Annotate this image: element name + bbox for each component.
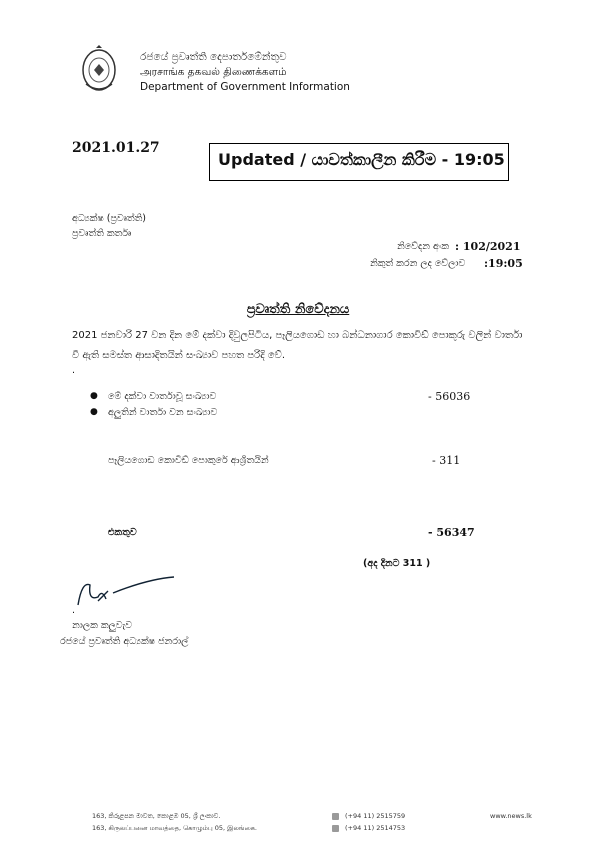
- fax-icon: [332, 825, 339, 832]
- total-value: - 56347: [428, 526, 475, 539]
- addressee-line-2: ප්‍රවෘත්ති කර්තෘ: [72, 228, 132, 239]
- signatory-title: රජයේ ප්‍රවෘත්ති අධ්‍යක්ෂ ජනරාල්: [60, 636, 189, 647]
- dept-name-tamil: அரசாங்க தகவல் திணைக்களம்: [140, 66, 287, 78]
- item-reported-value: - 56036: [428, 390, 471, 403]
- phone-icon: [332, 813, 339, 820]
- today-note: (අද දිනට 311 ): [363, 558, 431, 569]
- release-date: 2021.01.27: [72, 140, 160, 156]
- item-reported-label: මේ දක්වා වාර්තාවූ සංඛ්‍යාව: [108, 391, 217, 402]
- sub-item-value: - 311: [432, 454, 461, 467]
- signatory-name: නාලක කලුවැව: [72, 620, 133, 631]
- update-label: Updated / යාවත්කාලීන කිරීම - 19:05: [218, 150, 505, 169]
- dept-name-sinhala: රජයේ ප්‍රවෘත්ති දෙපාර්තමේන්තුව: [140, 51, 287, 63]
- footer-address-tamil: 163, கிருலப்பனை மாவத்தை, கொழும்பு 05, இலங்கை.: [92, 824, 257, 832]
- stray-dot-2: .: [72, 605, 76, 616]
- bullet-icon: ●: [90, 391, 98, 401]
- emblem-icon: [80, 44, 118, 94]
- sub-item-label: පෑලියගොඩ කොවිඩ් පොකුරේ ආශ්‍රිතයින්: [108, 455, 269, 466]
- stray-dot: .: [72, 365, 76, 376]
- footer-fax: (+94 11) 2514753: [345, 824, 406, 832]
- item-new-label: අලුතින් වාර්තා වන සංඛ්‍යාව: [108, 407, 218, 418]
- release-no-label: නිවේදන අංක: [397, 241, 449, 252]
- total-label: එකතුව: [108, 527, 137, 538]
- bullet-icon: ●: [90, 407, 98, 417]
- footer-website: www.news.lk: [490, 812, 532, 820]
- footer-address-sinhala: 163, කිරුළපන මාවත, කොළඹ 05, ශ්‍රී ලංකාව.: [92, 812, 221, 820]
- dept-name-english: Department of Government Information: [140, 81, 350, 93]
- release-no-value: : 102/2021: [455, 240, 521, 253]
- addressee-line-1: අධ්‍යක්ෂ (ප්‍රවෘත්ති): [72, 213, 147, 224]
- intro-paragraph: 2021 ජනවාරි 27 වන දින මේ දක්වා දිවුලපිටිය, පෑලියගොඩ හා බන්ධනාගාර කොවිඩ් පොකුරු වලින් වාර්තා වී ඇති සමස්ත ආසාදිතයින් සංඛ්‍යාව පහත පරිදි වේ.: [72, 330, 523, 361]
- time-value: :19:05: [484, 257, 523, 270]
- press-release-title: ප්‍රවෘත්ති නිවේදනය: [246, 302, 350, 317]
- signature-mark: [68, 575, 178, 615]
- footer-phone: (+94 11) 2515759: [345, 812, 406, 820]
- time-label: නිකුත් කරන ලද වේලාව: [370, 258, 466, 269]
